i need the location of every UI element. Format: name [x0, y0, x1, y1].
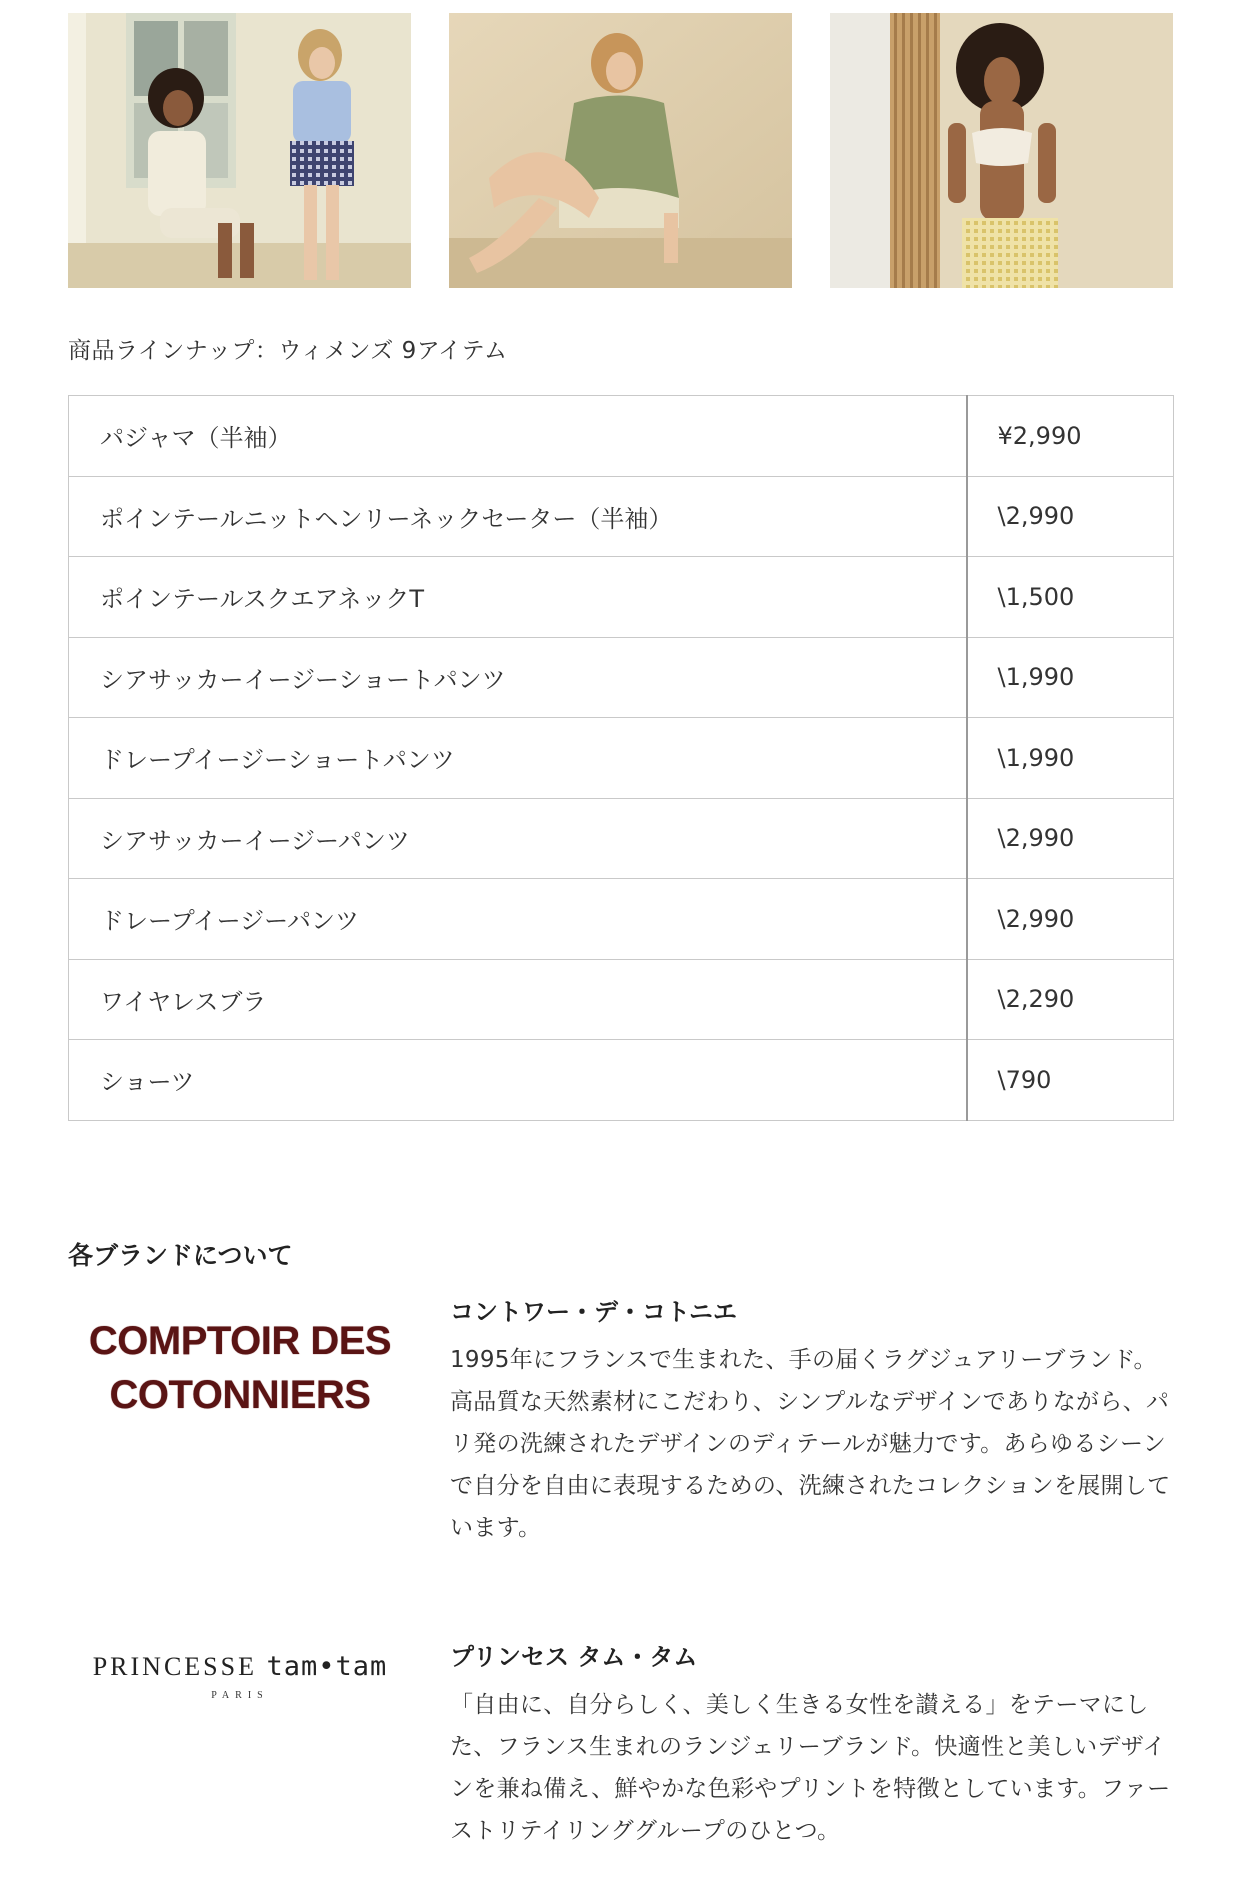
brand-text: [450, 1637, 1174, 1852]
brand-text: [450, 1292, 1174, 1549]
product-price: \2,990: [967, 879, 1174, 960]
product-price: \1,990: [967, 718, 1174, 799]
product-name: ドレープイージーパンツ: [69, 879, 967, 960]
logo-word: PRINCESSE: [92, 1652, 257, 1681]
brands-title: 各ブランドについて: [68, 1241, 293, 1270]
logo-wordmark: [68, 1651, 412, 1682]
product-name: ドレープイージーショートパンツ: [69, 718, 967, 799]
logo-subline: PARIS: [211, 1690, 269, 1701]
table-row: [69, 798, 1174, 879]
table-row: [69, 396, 1174, 477]
table-row: [69, 1040, 1174, 1121]
product-name: ポインテールニットヘンリーネックセーター（半袖）: [69, 476, 967, 557]
product-price: \2,990: [967, 798, 1174, 879]
lineup-title: 商品ラインナップ：ウィメンズ 9アイテム: [68, 338, 508, 364]
product-price: \790: [967, 1040, 1174, 1121]
brand-logo-comptoir: [68, 1292, 412, 1422]
brand-description: 「自由に、自分らしく、美しく生きる女性を讃える」をテーマにした、フランス生まれのランジェリーブランド。快適性と美しいデザインを兼ね備え、鮮やかな色彩やプリントを特徴としています。ファーストリテイリンググループのひとつ。: [450, 1692, 1171, 1844]
product-name: パジャマ（半袖）: [69, 396, 967, 477]
brand-description: 1995年にフランスで生まれた、手の届くラグジュアリーブランド。高品質な天然素材にこだわり、シンプルなデザインでありながら、パリ発の洗練されたデザインのディテールが魅力です。あらゆるシーンで自分を自由に表現するための、洗練されたコレクションを展開しています。: [450, 1347, 1171, 1541]
logo-line: COTONNIERS: [109, 1373, 371, 1417]
brand-comptoir: [68, 1292, 1174, 1552]
product-table: [68, 395, 1174, 1121]
photo-pajama-duo: [68, 13, 411, 288]
brand-name: コントワー・デ・コトニエ: [450, 1298, 738, 1326]
table-row: [69, 637, 1174, 718]
table-row: [69, 718, 1174, 799]
product-name: ポインテールスクエアネックT: [69, 557, 967, 638]
product-name: シアサッカーイージーパンツ: [69, 798, 967, 879]
product-price: \1,990: [967, 637, 1174, 718]
table-row: [69, 959, 1174, 1040]
brand-name: プリンセス タム・タム: [450, 1643, 698, 1671]
product-name: ワイヤレスブラ: [69, 959, 967, 1040]
product-name: シアサッカーイージーショートパンツ: [69, 637, 967, 718]
brand-logo-princesse: [68, 1637, 412, 1701]
logo-word: tam•tam: [266, 1651, 388, 1682]
photo-knit-henley: [449, 13, 792, 288]
table-row: [69, 557, 1174, 638]
logo-line: COMPTOIR DES: [88, 1319, 392, 1363]
product-name: ショーツ: [69, 1040, 967, 1121]
product-price: ¥2,990: [967, 396, 1174, 477]
product-price: \2,290: [967, 959, 1174, 1040]
brand-princesse: [68, 1637, 1174, 1877]
product-price: \1,500: [967, 557, 1174, 638]
table-row: [69, 879, 1174, 960]
product-price: \2,990: [967, 476, 1174, 557]
photo-row: [68, 13, 1173, 288]
photo-wireless-bra: [830, 13, 1173, 288]
table-row: [69, 476, 1174, 557]
